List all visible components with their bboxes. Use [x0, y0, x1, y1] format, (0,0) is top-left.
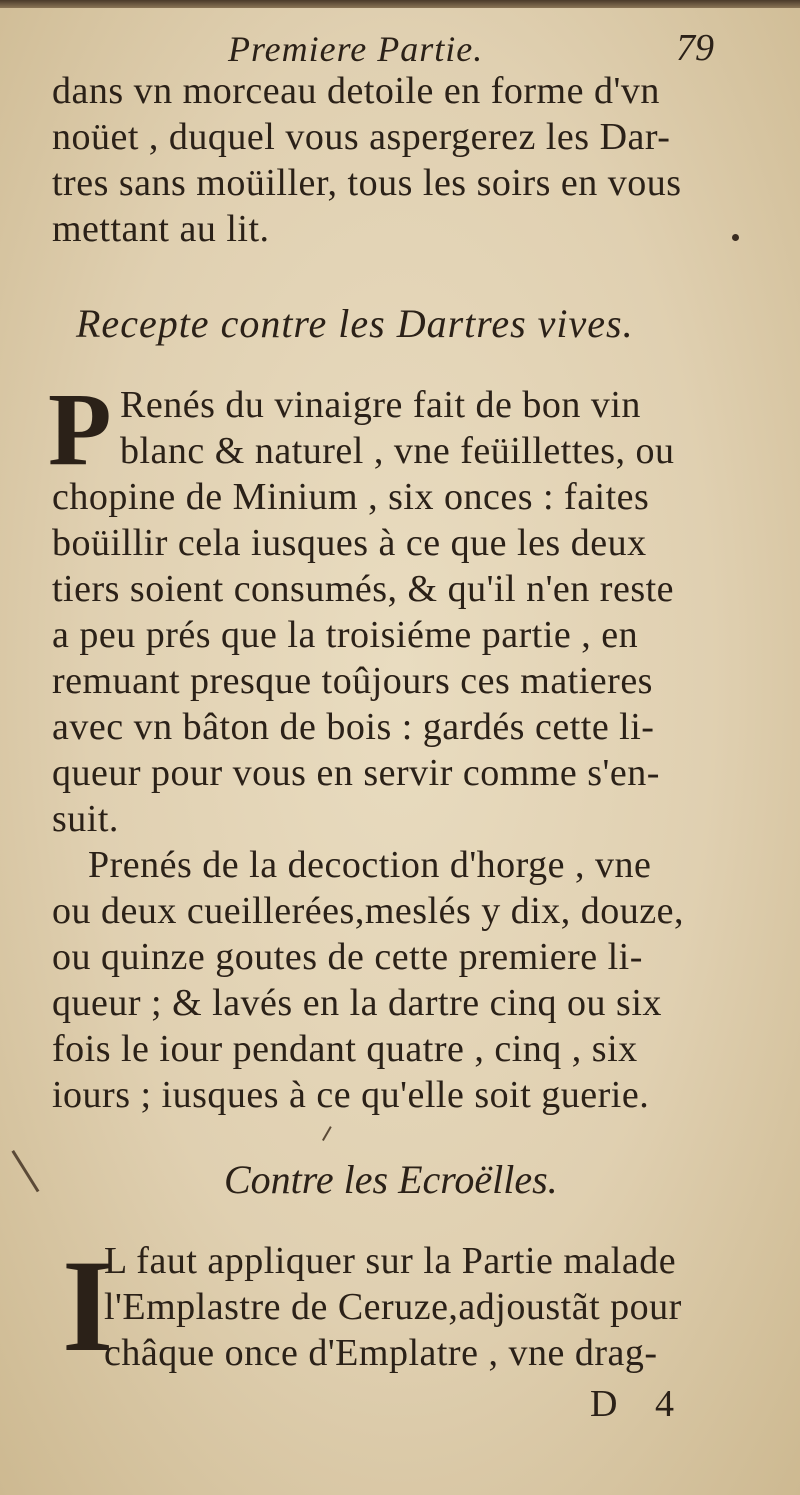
carryover-paragraph [52, 68, 772, 252]
text-line: chopine de Minium , six onces : faites [52, 476, 650, 518]
ink-dot [732, 234, 739, 241]
signature-mark: D 4 [590, 1383, 688, 1425]
section-heading-dartres: Recepte contre les Dartres vives. [76, 301, 634, 346]
text-line: boüillir cela iusques à ce que les deux [52, 522, 647, 564]
text-line: Renés du vinaigre fait de bon vin [120, 384, 641, 426]
text-line: avec vn bâton de bois : gardés cette li- [52, 706, 655, 748]
section1-paragraph1 [52, 474, 772, 842]
running-title: Premiere Partie. [228, 29, 484, 69]
text-line: mettant au lit. [52, 208, 270, 250]
margin-pen-stroke [322, 1126, 332, 1141]
text-line: noüet , duquel vous aspergerez les Dar- [52, 116, 671, 158]
section1-first-lines [120, 382, 770, 474]
text-line: blanc & naturel , vne feüillettes, ou [120, 430, 675, 472]
text-line: ou quinze goutes de cette premiere li- [52, 936, 643, 978]
text-line: suit. [52, 798, 119, 840]
text-line: remuant presque toûjours ces matieres [52, 660, 653, 702]
page-header [0, 20, 800, 70]
text-line: tres sans moüiller, tous les soirs en vous [52, 162, 682, 204]
text-line: Prenés de la decoction d'horge , vne [88, 844, 652, 886]
text-line: iours ; iusques à ce qu'elle soit guerie. [52, 1074, 650, 1116]
page-number: 79 [676, 27, 714, 69]
section2-paragraph [104, 1238, 774, 1376]
text-line: tiers soient consumés, & qu'il n'en reste [52, 568, 675, 610]
text-line: fois le iour pendant quatre , cinq , six [52, 1028, 638, 1070]
section1-paragraph2 [52, 842, 772, 1118]
text-line: dans vn morceau detoile en forme d'vn [52, 70, 660, 112]
text-line: L faut appliquer sur la Partie malade [104, 1240, 677, 1282]
text-line: queur ; & lavés en la dartre cinq ou six [52, 982, 662, 1024]
section-heading-ecroelles: Contre les Ecroëlles. [224, 1157, 558, 1202]
text-line: a peu prés que la troisiéme partie , en [52, 614, 639, 656]
page-top-edge [0, 0, 800, 8]
drop-cap-p: P [48, 372, 112, 487]
text-line: ou deux cueillerées,meslés y dix, douze, [52, 890, 685, 932]
text-line: l'Emplastre de Ceruze,adjoustãt pour [104, 1286, 682, 1328]
margin-pen-stroke [11, 1150, 39, 1192]
text-line: queur pour vous en servir comme s'en- [52, 752, 660, 794]
text-line: châque once d'Emplatre , vne drag- [104, 1332, 658, 1374]
drop-cap-i: I [62, 1232, 114, 1379]
